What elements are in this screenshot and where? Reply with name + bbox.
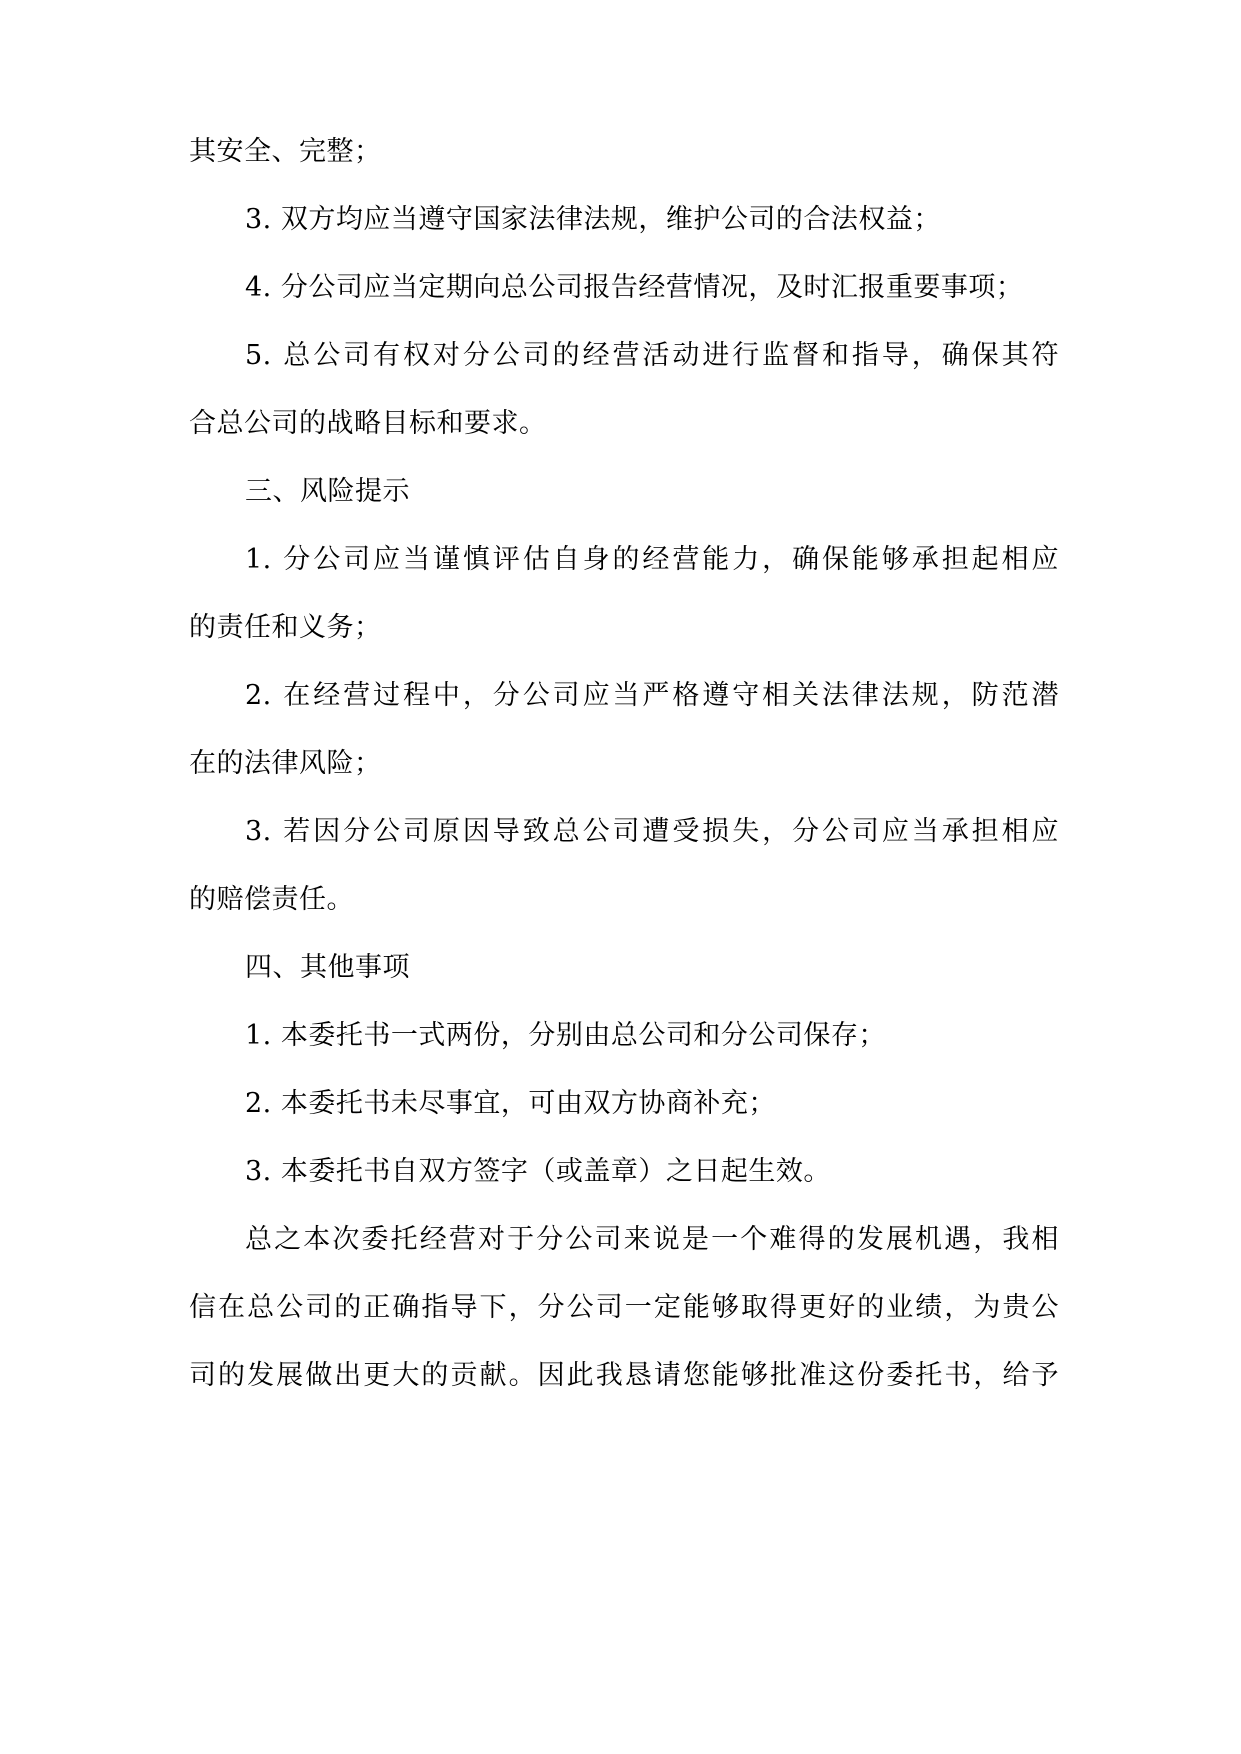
text-line: 3. 本委托书自双方签字（或盖章）之日起生效。	[245, 1156, 831, 1187]
text-line: 3. 若因分公司原因导致总公司遭受损失，分公司应当承担相应	[245, 816, 1059, 847]
text-line: 4. 分公司应当定期向总公司报告经营情况，及时汇报重要事项；	[245, 272, 1024, 303]
text-line: 3. 双方均应当遵守国家法律法规，维护公司的合法权益；	[245, 204, 941, 235]
text-line: 5. 总公司有权对分公司的经营活动进行监督和指导，确保其符	[245, 340, 1059, 371]
text-line: 司的发展做出更大的贡献。因此我恳请您能够批准这份委托书，给予	[189, 1360, 1059, 1391]
section-heading: 四、其他事项	[245, 952, 410, 983]
text-line: 2. 本委托书未尽事宜，可由双方协商补充；	[245, 1088, 776, 1119]
text-line: 的责任和义务；	[189, 612, 382, 643]
text-line: 总之本次委托经营对于分公司来说是一个难得的发展机遇，我相	[245, 1224, 1059, 1255]
section-heading: 三、风险提示	[245, 476, 410, 507]
text-line: 1. 本委托书一式两份，分别由总公司和分公司保存；	[245, 1020, 886, 1051]
text-line: 1. 分公司应当谨慎评估自身的经营能力，确保能够承担起相应	[245, 544, 1059, 575]
text-line: 2. 在经营过程中，分公司应当严格遵守相关法律法规，防范潜	[245, 680, 1059, 711]
text-line: 信在总公司的正确指导下，分公司一定能够取得更好的业绩，为贵公	[189, 1292, 1059, 1323]
text-line: 其安全、完整；	[189, 136, 382, 167]
text-line: 的赔偿责任。	[189, 884, 354, 915]
text-line: 合总公司的战略目标和要求。	[189, 408, 547, 439]
text-line: 在的法律风险；	[189, 748, 382, 779]
